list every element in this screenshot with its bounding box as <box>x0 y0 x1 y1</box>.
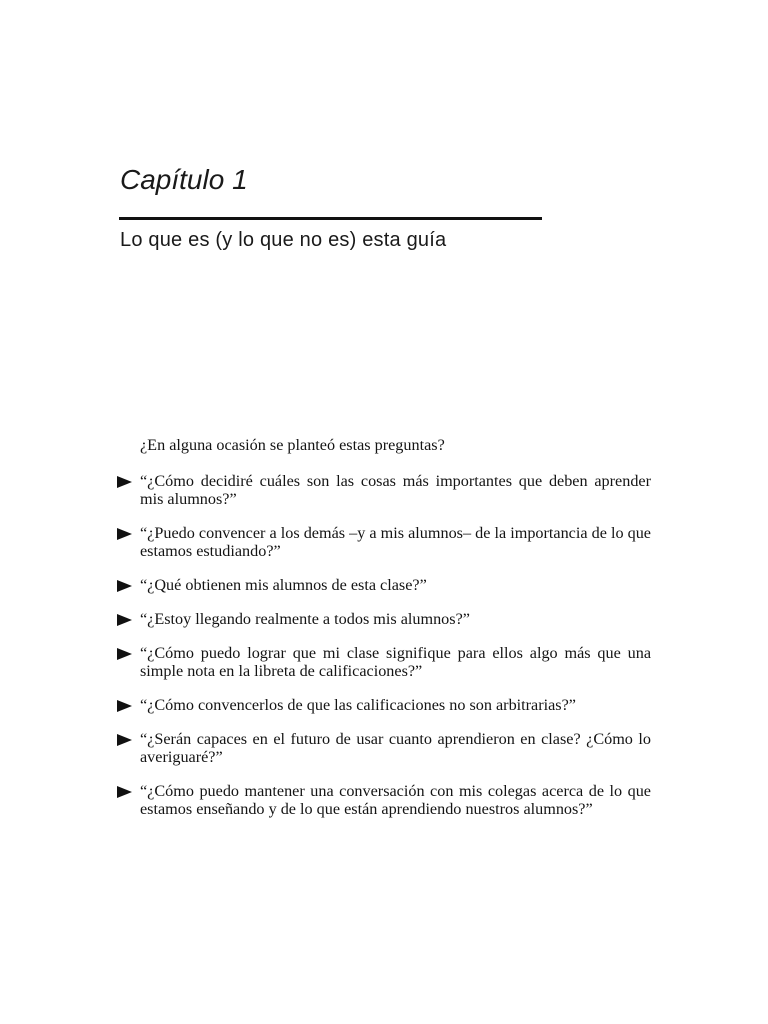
question-text: “¿Cómo puedo lograr que mi clase signifique para ellos algo más que una simple nota en la libreta de calificaciones?” <box>140 644 651 680</box>
right-triangle-bullet-icon <box>117 614 132 626</box>
intro-paragraph: ¿En alguna ocasión se planteó estas preguntas? <box>140 436 445 454</box>
question-text: “¿Puedo convencer a los demás –y a mis alumnos– de la importancia de lo que estamos estudiando?” <box>140 524 651 560</box>
body-text <box>117 436 651 834</box>
right-triangle-bullet-icon <box>117 580 132 592</box>
question-item <box>117 644 651 680</box>
question-item <box>117 524 651 560</box>
right-triangle-bullet-icon <box>117 648 132 660</box>
right-triangle-bullet-icon <box>117 734 132 746</box>
question-item <box>117 696 651 714</box>
question-text: “¿Cómo puedo mantener una conversación con mis colegas acerca de lo que estamos enseñando y de lo que están aprendiendo nuestros alumnos?” <box>140 782 651 818</box>
question-item <box>117 782 651 818</box>
chapter-label: Capítulo 1 <box>120 164 248 195</box>
question-text: “¿Serán capaces en el futuro de usar cuanto aprendieron en clase? ¿Cómo lo averiguaré?” <box>140 730 651 766</box>
question-item <box>117 472 651 508</box>
chapter-title: Lo que es (y lo que no es) esta guía <box>120 229 447 251</box>
question-text: “¿Qué obtienen mis alumnos de esta clase?” <box>140 576 427 594</box>
right-triangle-bullet-icon <box>117 476 132 488</box>
question-text: “¿Cómo convencerlos de que las calificaciones no son arbitrarias?” <box>140 696 576 714</box>
question-text: “¿Estoy llegando realmente a todos mis alumnos?” <box>140 610 470 628</box>
question-text: “¿Cómo decidiré cuáles son las cosas más importantes que deben aprender mis alumnos?” <box>140 472 651 508</box>
right-triangle-bullet-icon <box>117 700 132 712</box>
right-triangle-bullet-icon <box>117 786 132 798</box>
question-item <box>117 576 651 594</box>
right-triangle-bullet-icon <box>117 528 132 540</box>
question-list <box>117 472 651 818</box>
question-item <box>117 610 651 628</box>
chapter-rule <box>119 217 542 220</box>
question-item <box>117 730 651 766</box>
